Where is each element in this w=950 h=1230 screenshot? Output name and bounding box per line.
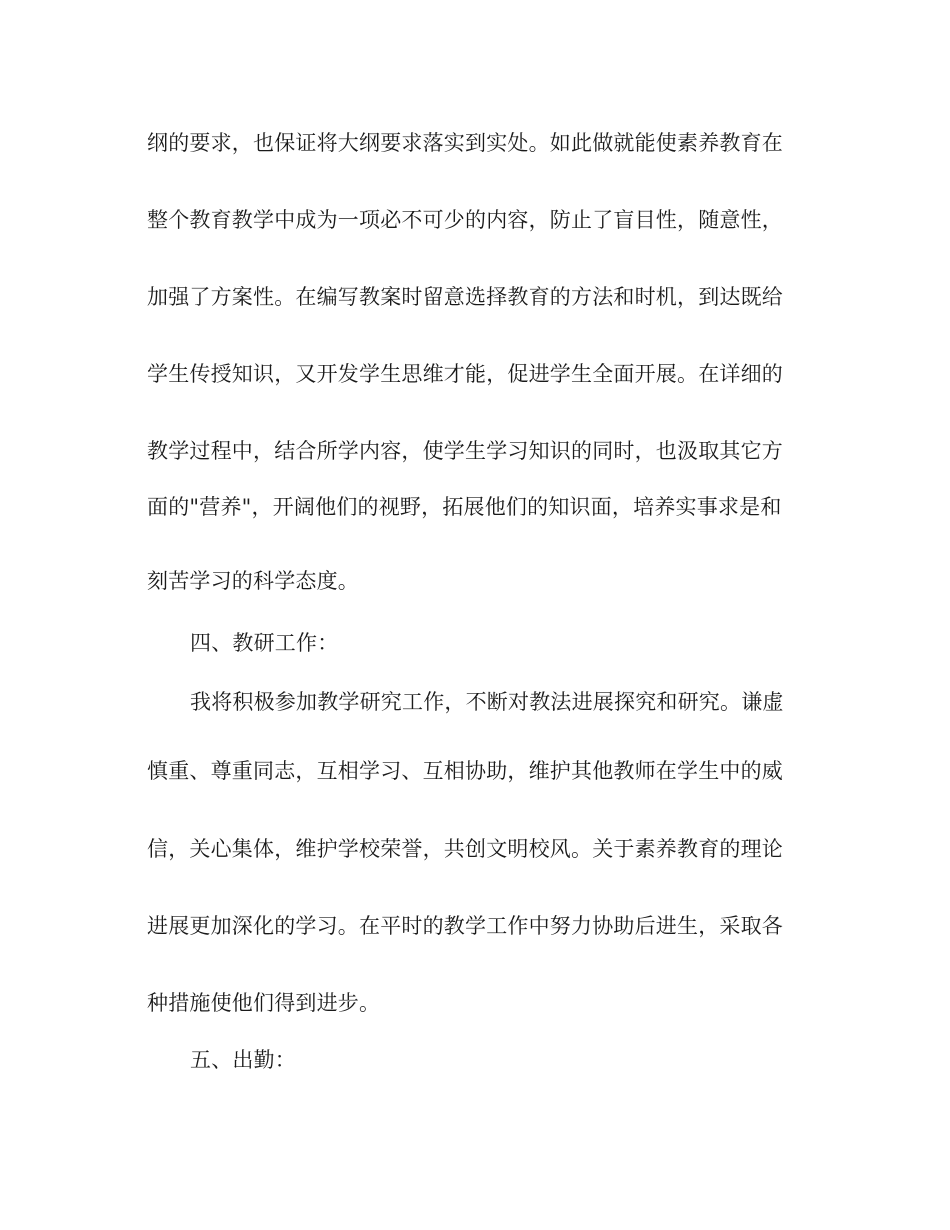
paragraph-line: 我将积极参加教学研究工作，不断对教法进展探究和研究。谦虚 xyxy=(190,690,784,714)
paragraph-line: 面的"营养"，开阔他们的视野，拓展他们的知识面，培养实事求是和 xyxy=(147,495,782,519)
paragraph-line: 纲的要求，也保证将大纲要求落实到实处。如此做就能使素养教育在 xyxy=(147,131,783,155)
paragraph-line: 进展更加深化的学习。在平时的教学工作中努力协助后进生，采取各 xyxy=(147,914,783,938)
section-heading-teaching-research: 四、教研工作： xyxy=(190,631,339,655)
paragraph-line: 整个教育教学中成为一项必不可少的内容，防止了盲目性，随意性， xyxy=(147,208,783,232)
paragraph-line: 学生传授知识，又开发学生思维才能，促进学生全面开展。在详细的 xyxy=(147,362,783,386)
paragraph-line: 种措施使他们得到进步。 xyxy=(147,991,381,1015)
section-heading-attendance: 五、出勤： xyxy=(190,1048,296,1072)
paragraph-line: 刻苦学习的科学态度。 xyxy=(147,569,359,593)
paragraph-line: 加强了方案性。在编写教案时留意选择教育的方法和时机，到达既给 xyxy=(147,285,783,309)
paragraph-line: 教学过程中，结合所学内容，使学生学习知识的同时，也汲取其它方 xyxy=(147,439,783,463)
paragraph-line: 慎重、尊重同志，互相学习、互相协助，维护其他教师在学生中的威 xyxy=(147,759,783,783)
paragraph-line: 信，关心集体，维护学校荣誉，共创文明校风。关于素养教育的理论 xyxy=(147,837,783,861)
